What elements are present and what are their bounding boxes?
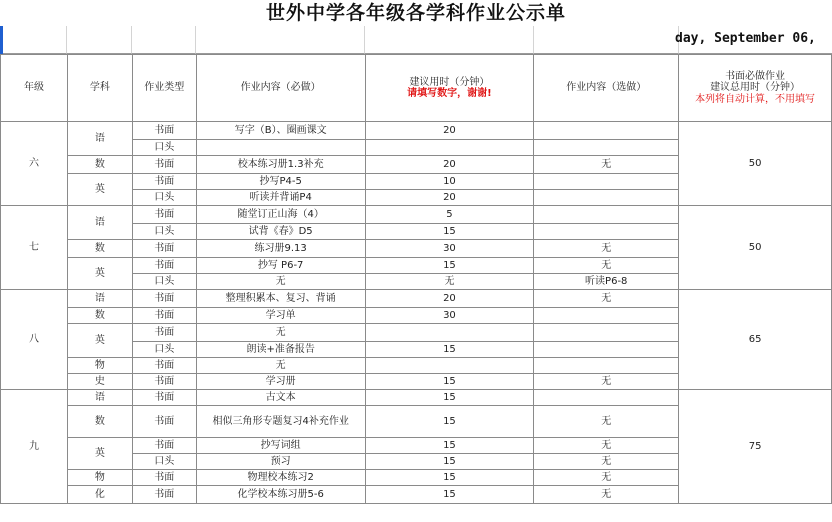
content-cell[interactable]: [196, 140, 365, 156]
time-cell[interactable]: 20: [365, 290, 534, 308]
optional-cell[interactable]: 无: [534, 406, 679, 438]
optional-cell[interactable]: [534, 140, 679, 156]
content-cell[interactable]: 预习: [196, 454, 365, 470]
subject-cell[interactable]: 史: [67, 374, 132, 390]
subject-cell[interactable]: 英: [67, 174, 132, 206]
content-cell[interactable]: 校本练习册1.3补充: [196, 156, 365, 174]
header-content-optional: 作业内容（选做）: [534, 55, 679, 122]
type-cell[interactable]: 书面: [132, 240, 196, 258]
header-content-required: 作业内容（必做）: [196, 55, 365, 122]
content-cell[interactable]: 物理校本练习2: [196, 470, 365, 486]
header-type: 作业类型: [132, 55, 196, 122]
empty-cell[interactable]: [365, 26, 534, 54]
type-cell[interactable]: 书面: [132, 308, 196, 324]
grade-cell[interactable]: 八: [1, 290, 68, 390]
type-cell[interactable]: 口头: [132, 342, 196, 358]
optional-cell[interactable]: 无: [534, 438, 679, 454]
time-cell[interactable]: 15: [365, 486, 534, 504]
subject-cell[interactable]: 英: [67, 324, 132, 358]
content-cell[interactable]: 抄写P4-5: [196, 174, 365, 190]
type-cell[interactable]: 书面: [132, 390, 196, 406]
time-cell[interactable]: [365, 358, 534, 374]
homework-table: [0, 54, 832, 504]
content-cell[interactable]: 抄写词组: [196, 438, 365, 454]
content-cell[interactable]: 无: [196, 324, 365, 342]
optional-cell[interactable]: 无: [534, 240, 679, 258]
time-cell[interactable]: 15: [365, 438, 534, 454]
subject-cell[interactable]: 物: [67, 470, 132, 486]
header-grade: 年级: [1, 55, 68, 122]
total-cell[interactable]: 50: [679, 206, 832, 290]
header-subject: 学科: [67, 55, 132, 122]
type-cell[interactable]: 书面: [132, 258, 196, 274]
type-cell[interactable]: 书面: [132, 290, 196, 308]
optional-cell[interactable]: 听读P6-8: [534, 274, 679, 290]
type-cell[interactable]: 书面: [132, 174, 196, 190]
time-cell[interactable]: [365, 140, 534, 156]
table-row: [1, 206, 832, 224]
optional-cell[interactable]: [534, 324, 679, 342]
header-total: [679, 55, 832, 122]
subject-cell[interactable]: 物: [67, 358, 132, 374]
content-cell[interactable]: 无: [196, 274, 365, 290]
grade-cell[interactable]: 七: [1, 206, 68, 290]
header-time-label: 建议用时（分钟）: [409, 76, 490, 88]
optional-cell[interactable]: 无: [534, 470, 679, 486]
type-cell[interactable]: 书面: [132, 206, 196, 224]
content-cell[interactable]: 整理积累本、复习、背诵: [196, 290, 365, 308]
content-cell[interactable]: 随堂订正山海（4）: [196, 206, 365, 224]
total-cell[interactable]: 50: [679, 122, 832, 206]
optional-cell[interactable]: [534, 122, 679, 140]
optional-cell[interactable]: 无: [534, 258, 679, 274]
header-time-note: 请填写数字，谢谢!: [407, 88, 492, 99]
empty-cell[interactable]: [3, 26, 67, 54]
time-cell[interactable]: 15: [365, 406, 534, 438]
type-cell[interactable]: 口头: [132, 140, 196, 156]
subject-cell[interactable]: 数: [67, 308, 132, 324]
empty-cell[interactable]: [132, 26, 196, 54]
time-cell[interactable]: 15: [365, 342, 534, 358]
total-cell[interactable]: 75: [679, 390, 832, 504]
optional-cell[interactable]: 无: [534, 374, 679, 390]
subject-cell[interactable]: 语: [67, 206, 132, 240]
subject-cell[interactable]: 英: [67, 258, 132, 290]
content-cell[interactable]: 相似三角形专题复习4补充作业: [196, 406, 365, 438]
table-row: [1, 390, 832, 406]
time-cell[interactable]: 20: [365, 122, 534, 140]
optional-cell[interactable]: 无: [534, 486, 679, 504]
empty-cell[interactable]: [67, 26, 132, 54]
type-cell[interactable]: 书面: [132, 438, 196, 454]
time-cell[interactable]: 15: [365, 390, 534, 406]
content-cell[interactable]: 试背《春》D5: [196, 224, 365, 240]
content-cell[interactable]: 听读并背诵P4: [196, 190, 365, 206]
subject-cell[interactable]: 化: [67, 486, 132, 504]
content-cell[interactable]: 写字（B）、圈画课文: [196, 122, 365, 140]
time-cell[interactable]: 无: [365, 274, 534, 290]
header-total-sublabel: 建议总用时（分钟）: [710, 82, 801, 94]
header-total-label: 书面必做作业: [725, 70, 786, 82]
table-row: [1, 290, 832, 308]
time-cell[interactable]: 30: [365, 308, 534, 324]
time-cell[interactable]: 15: [365, 454, 534, 470]
total-cell[interactable]: 65: [679, 290, 832, 390]
header-time: [365, 55, 534, 122]
optional-cell[interactable]: [534, 342, 679, 358]
grade-cell[interactable]: 九: [1, 390, 68, 504]
content-cell[interactable]: 无: [196, 358, 365, 374]
subject-cell[interactable]: 语: [67, 390, 132, 406]
optional-cell[interactable]: 无: [534, 290, 679, 308]
type-cell[interactable]: 口头: [132, 454, 196, 470]
time-cell[interactable]: 20: [365, 156, 534, 174]
empty-cell[interactable]: [196, 26, 365, 54]
content-cell[interactable]: 学习册: [196, 374, 365, 390]
optional-cell[interactable]: [534, 308, 679, 324]
type-cell[interactable]: 书面: [132, 122, 196, 140]
content-cell[interactable]: 古文本: [196, 390, 365, 406]
optional-cell[interactable]: 无: [534, 454, 679, 470]
optional-cell[interactable]: [534, 206, 679, 224]
optional-cell[interactable]: [534, 358, 679, 374]
date-row: [0, 26, 832, 54]
type-cell[interactable]: 书面: [132, 406, 196, 438]
type-cell[interactable]: 书面: [132, 358, 196, 374]
type-cell[interactable]: 书面: [132, 486, 196, 504]
time-cell[interactable]: 30: [365, 240, 534, 258]
header-row: [1, 55, 832, 122]
subject-cell[interactable]: 数: [67, 240, 132, 258]
content-cell[interactable]: 化学校本练习册5-6: [196, 486, 365, 504]
empty-cell[interactable]: [534, 26, 679, 54]
optional-cell[interactable]: [534, 224, 679, 240]
content-cell[interactable]: 练习册9.13: [196, 240, 365, 258]
subject-cell[interactable]: 语: [67, 122, 132, 156]
type-cell[interactable]: 书面: [132, 470, 196, 486]
date-cell[interactable]: day, September 06,: [675, 31, 816, 46]
time-cell[interactable]: 15: [365, 224, 534, 240]
time-cell[interactable]: 15: [365, 470, 534, 486]
time-cell[interactable]: 15: [365, 374, 534, 390]
content-cell[interactable]: 抄写 P6-7: [196, 258, 365, 274]
type-cell[interactable]: 口头: [132, 224, 196, 240]
page-title: 世外中学各年级各学科作业公示单: [265, 2, 566, 24]
time-cell[interactable]: 15: [365, 258, 534, 274]
time-cell[interactable]: 5: [365, 206, 534, 224]
time-cell[interactable]: 20: [365, 190, 534, 206]
header-total-note: 本列将自动计算，不用填写: [695, 93, 816, 105]
optional-cell[interactable]: [534, 174, 679, 190]
subject-cell[interactable]: 数: [67, 406, 132, 438]
subject-cell[interactable]: 英: [67, 438, 132, 470]
type-cell[interactable]: 书面: [132, 374, 196, 390]
time-cell[interactable]: [365, 324, 534, 342]
subject-cell[interactable]: 语: [67, 290, 132, 308]
content-cell[interactable]: 朗读+准备报告: [196, 342, 365, 358]
content-cell[interactable]: 学习单: [196, 308, 365, 324]
time-cell[interactable]: 10: [365, 174, 534, 190]
grade-cell[interactable]: 六: [1, 122, 68, 206]
type-cell[interactable]: 口头: [132, 274, 196, 290]
table-row: [1, 122, 832, 140]
optional-cell[interactable]: [534, 190, 679, 206]
optional-cell[interactable]: [534, 390, 679, 406]
subject-cell[interactable]: 数: [67, 156, 132, 174]
type-cell[interactable]: 书面: [132, 156, 196, 174]
type-cell[interactable]: 口头: [132, 190, 196, 206]
type-cell[interactable]: 书面: [132, 324, 196, 342]
optional-cell[interactable]: 无: [534, 156, 679, 174]
